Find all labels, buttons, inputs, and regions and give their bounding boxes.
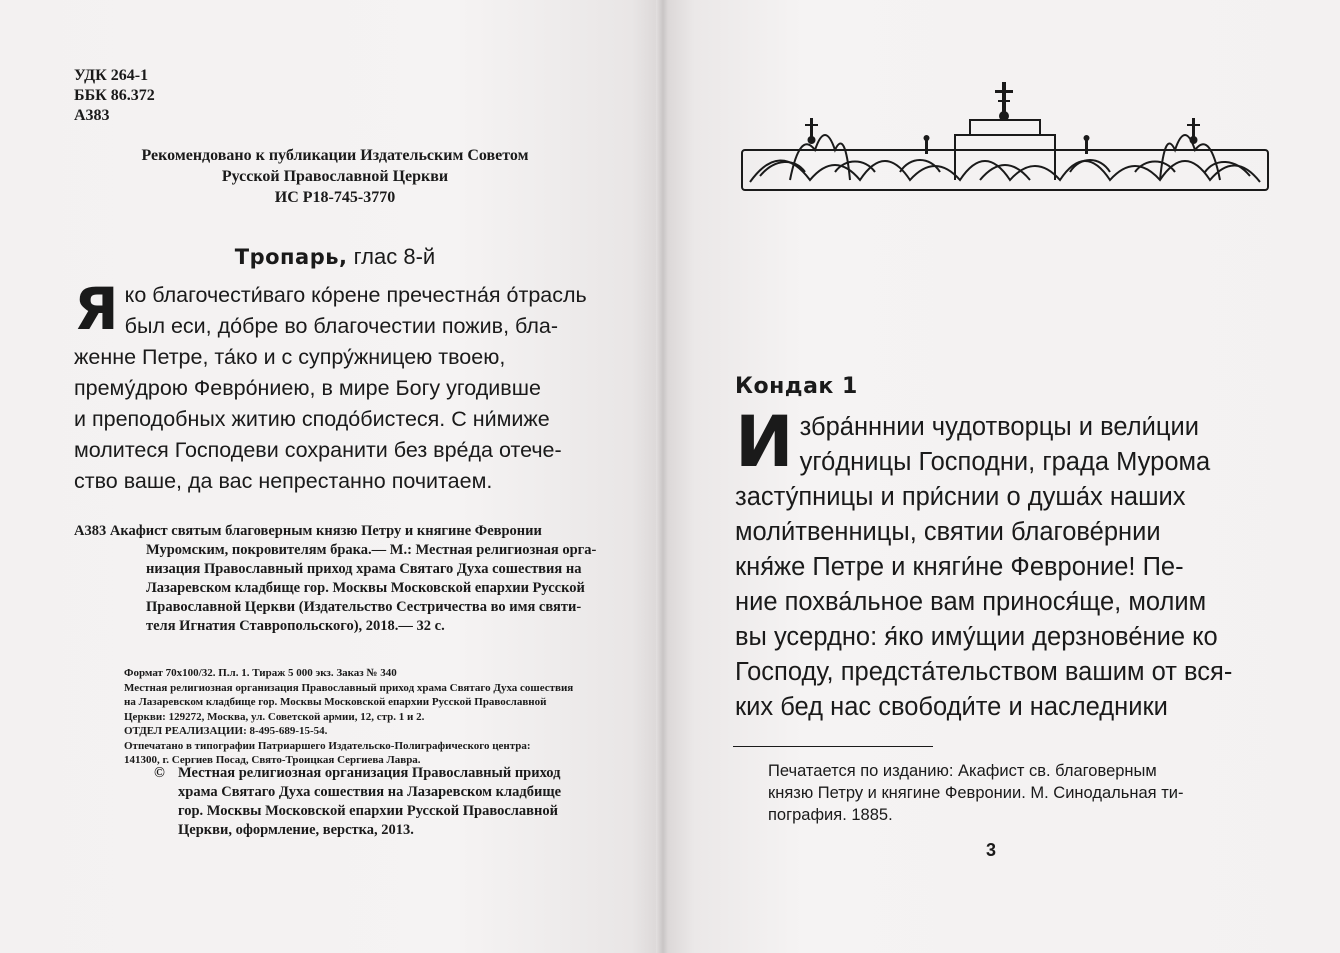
isbn-council-code: ИС Р18-745-3770 — [274, 189, 396, 206]
imprint-line: Церкви: 129272, Москва, ул. Советской армии, 12, стр. 1 и 2. — [124, 710, 425, 723]
troparion-heading — [70, 244, 600, 270]
imprint-line: на Лазаревском кладбище гор. Москвы Московской епархии Русской Православной — [124, 696, 547, 708]
kondak-text — [735, 401, 1265, 725]
kondak-heading: Кондак 1 — [735, 374, 858, 399]
udk-code: УДК 264-1 — [74, 67, 149, 84]
kondak-line: моли́твенницы, святии благове́рнии — [735, 518, 1161, 546]
kondak-line: Господу, предста́тельством вашим от вся- — [735, 658, 1233, 686]
imprint-block — [124, 666, 624, 768]
bibliographic-record — [74, 522, 614, 636]
biblio-line: Лазаревском кладбище гор. Москвы Московской епархии Русской — [146, 580, 585, 596]
troparion-line: ство ваше, да вас непрестанно почитаем. — [74, 469, 493, 493]
imprint-line: Местная религиозная организация Православный приход храма Святаго Духа сошествия — [124, 681, 574, 694]
page-number: 3 — [986, 840, 997, 860]
kondak-line: ких бед нас свободи́те и наследники — [735, 693, 1168, 721]
troparion-line: прему́дрою Февро́ниею, в мире Богу угодивше — [74, 376, 541, 400]
biblio-line: низация Православный приход храма Святаго Духа сошествия на — [146, 561, 582, 577]
troparion-line: ко благочести́ваго ко́рене пречестна́я о́трасль — [124, 283, 587, 307]
copyright-icon: © — [154, 765, 165, 781]
copyright-line: Церкви, оформление, верстка, 2013. — [178, 822, 414, 838]
troparion-tone: глас 8-й — [347, 244, 436, 269]
biblio-line: А383 Акафист святым благоверным князю Петру и княгине Февронии — [74, 523, 542, 539]
copyright-line: Местная религиозная организация Православный приход — [178, 765, 561, 781]
left-page — [0, 0, 658, 953]
troparion-text — [74, 275, 587, 497]
recommendation-line: Рекомендовано к публикации Издательским Советом — [141, 147, 529, 164]
troparion-title: Тропарь, — [234, 245, 348, 269]
biblio-line: Муромским, покровителям брака.— М.: Местная религиозная орга- — [146, 542, 597, 558]
troparion-line: и преподобных житию сподо́бистеся. С ни́мижe — [74, 407, 550, 431]
kondak-line: вы усердно: я́ко иму́щии дерзнове́ние ко — [735, 623, 1218, 651]
biblio-line: Православной Церкви (Издательство Сестричества во имя святи- — [146, 599, 582, 615]
footnote — [768, 760, 1268, 826]
kondak-line: уго́дницы Господни, града Мурома — [799, 448, 1211, 476]
imprint-line: Формат 70x100/32. П.л. 1. Тираж 5 000 экз. Заказ № 340 — [124, 667, 397, 679]
imprint-line: Отпечатано в типографии Патриаршего Издательско-Полиграфического центра: — [124, 739, 531, 752]
kondak-drop-cap: И — [735, 401, 794, 483]
recommendation-line: Русской Православной Церкви — [221, 168, 449, 185]
sales-department-line: ОТДЕЛ РЕАЛИЗАЦИИ: 8-495-689-15-54. — [124, 725, 328, 737]
copyright-block — [154, 764, 628, 840]
copyright-line: храма Святаго Духа сошествия на Лазаревском кладбище — [178, 784, 562, 800]
troparion-line: был еси, до́бре во благочестии пожив, бла- — [124, 314, 559, 338]
kondak-line: кня́же Петре и княги́не Февроние! Пе- — [735, 553, 1184, 581]
footnote-line: Печатается по изданию: Акафист св. благоверным — [768, 762, 1157, 780]
troparion-line: женне Петре, та́ко и с супру́жницею твоею, — [74, 345, 506, 369]
footnote-line: князю Петру и княгине Февронии. М. Синодальная ти- — [768, 784, 1184, 802]
bbk-code: ББК 86.372 — [74, 87, 155, 104]
ornamental-headpiece-icon — [740, 80, 1270, 195]
troparion-drop-cap: Я — [74, 275, 119, 343]
footnote-line: пография. 1885. — [768, 806, 893, 824]
kondak-line: збра́нннии чудотворцы и вели́ции — [799, 413, 1199, 441]
copyright-line: гор. Москвы Московской епархии Русской Православной — [178, 803, 558, 819]
kondak-line: ние похва́льное вам принося́ще, молим — [735, 588, 1207, 616]
recommendation-block — [70, 145, 600, 208]
imprint-line: 141300, г. Сергиев Посад, Свято-Троицкая Сергиева Лавра. — [124, 754, 421, 766]
troparion-line: молитеся Господеви сохранити без вре́да отече- — [74, 438, 562, 462]
biblio-line: теля Игнатия Ставропольского), 2018.— 32 с. — [146, 618, 445, 634]
classification-codes — [74, 66, 155, 126]
footnote-divider — [733, 746, 933, 747]
author-sign: А383 — [74, 107, 110, 124]
kondak-line: засту́пницы и при́снии о душа́х наших — [735, 483, 1186, 511]
